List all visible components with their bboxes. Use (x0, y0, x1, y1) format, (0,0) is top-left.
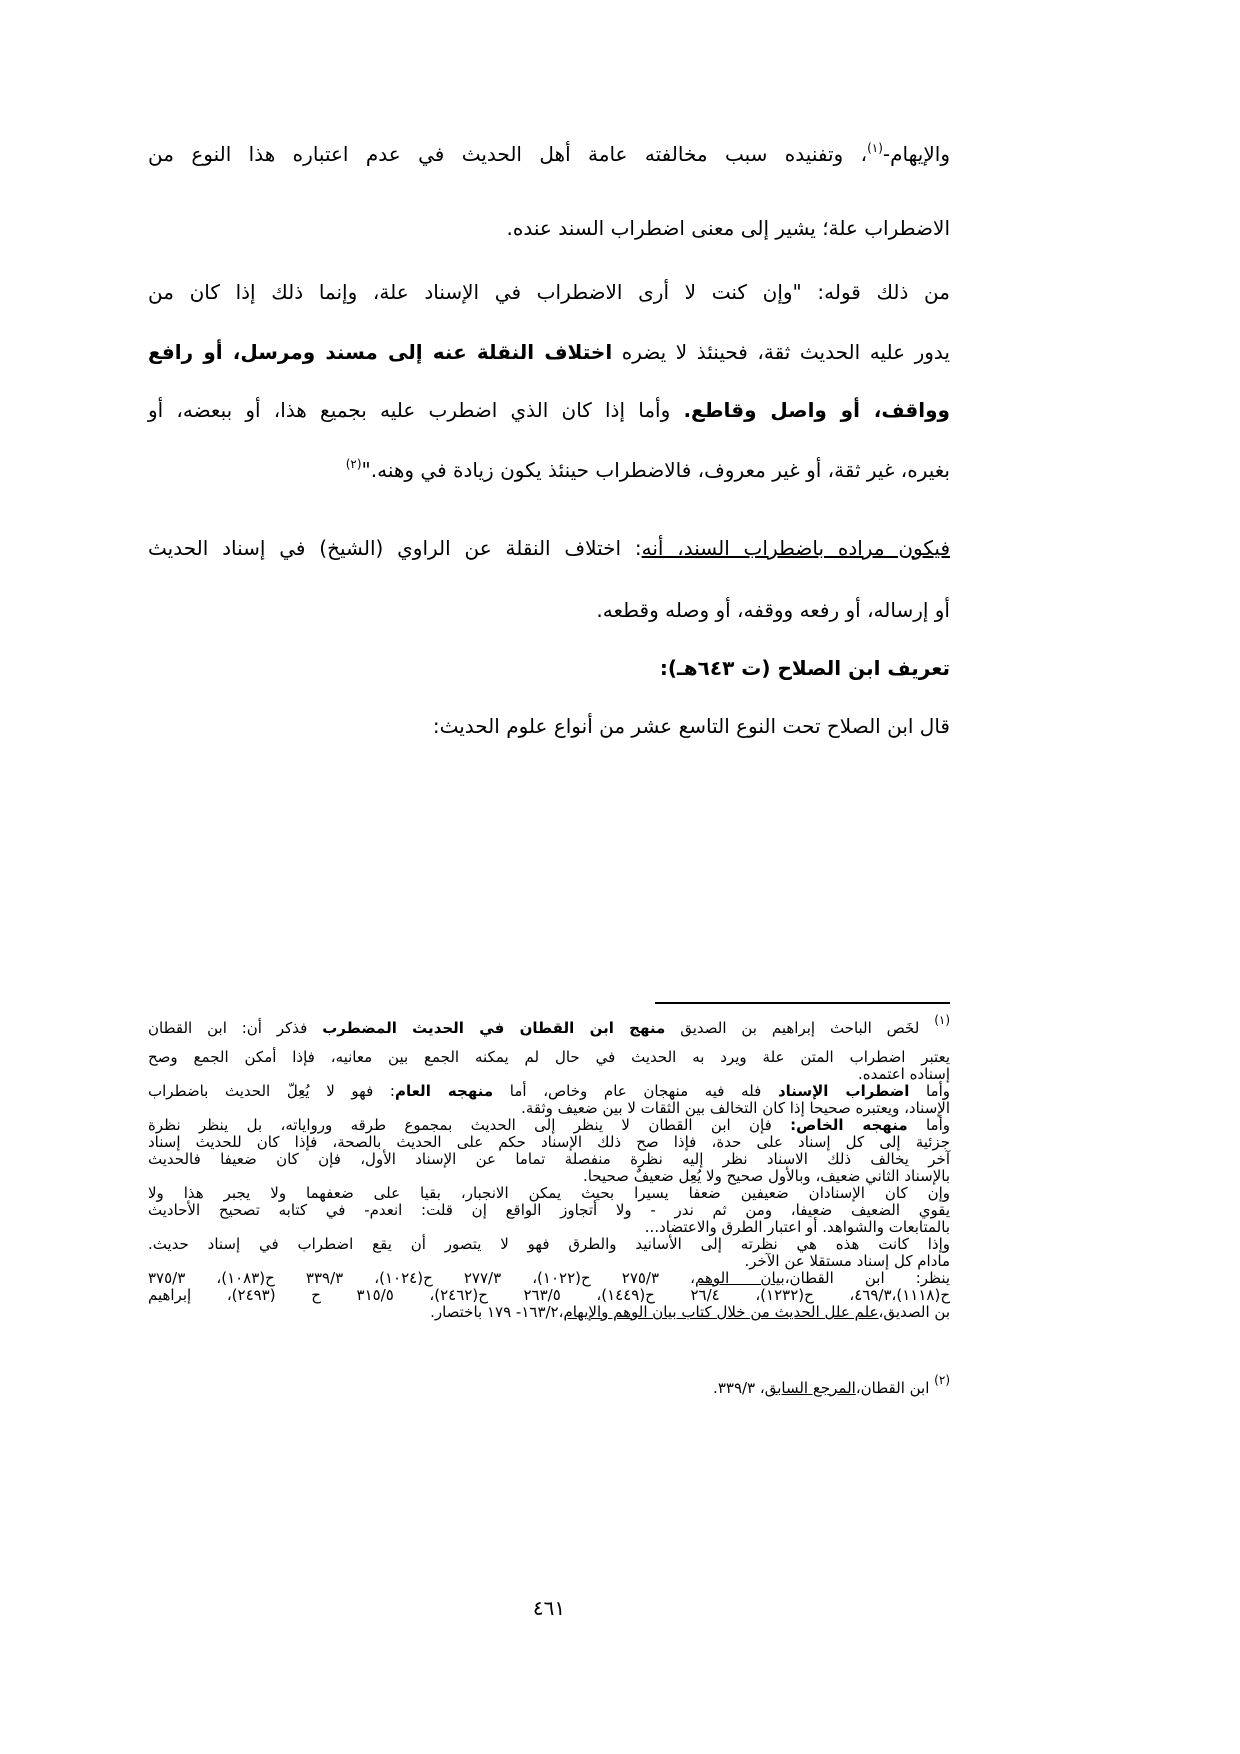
document-page (148, 0, 950, 1754)
text: لخَص الباحث إبراهيم بن الصديق (665, 1019, 935, 1037)
footnote-line (148, 1304, 950, 1321)
page-number: ٤٦١ (532, 1596, 566, 1620)
body-line-5 (148, 398, 950, 422)
text: ، ٣٣٩/٣. (713, 1379, 765, 1397)
text: والإيهام- (882, 142, 950, 166)
text: وأما إذا كان الذي اضطرب عليه بجميع هذا، أو ببعضه، أو (148, 398, 684, 422)
footnote-2 (148, 1373, 950, 1397)
bold-text: منهجه الخاص: (790, 1116, 908, 1134)
footnote-line: جزئية إلى كل إسناد على حدة، فإذا صح ذلك الإسناد حكم على الحديث بالصحة، فإذا كان للحديث إسناد (148, 1133, 950, 1151)
bold-text: اختلاف النقلة عنه إلى مسند ومرسل، أو رافع (148, 340, 613, 364)
text: : فهو لا يُعِلّ الحديث باضطراب (148, 1082, 395, 1100)
text: ، وتفنيده سبب مخالفته عامة أهل الحديث في عدم اعتباره هذا النوع من (148, 142, 868, 166)
footnote-line (148, 1117, 950, 1134)
footnote-line: إسناده اعتمده. (858, 1065, 950, 1083)
body-line-7 (148, 536, 950, 560)
text: وأما (909, 1082, 950, 1100)
text: : اختلاف النقلة عن الراوي (الشيخ) في إسناد الحديث (148, 536, 642, 560)
footnote-ref-1[interactable]: (١) (867, 141, 883, 155)
footnote-line (148, 1083, 950, 1100)
footnote-1 (148, 1013, 951, 1321)
footnote-line: وإذا كانت هذه هي نظرته إلى الأسانيد والطرق فهو لا يتصور أن يقع اضطراب في إسناد حديث. (148, 1235, 950, 1253)
bold-text: منهجه العام (394, 1082, 494, 1100)
footnote-line: بالإسناد الثاني ضعيف، وبالأول صحيح ولا يُعِل ضعيفٌ صحيحا. (582, 1167, 950, 1185)
text: يدور عليه الحديث ثقة، فحينئذ لا يضره (612, 340, 950, 364)
footnote-line (148, 1013, 951, 1037)
footnote-ref-2[interactable]: (٢) (345, 457, 362, 471)
bold-text: وواقف، أو واصل وقاطع. (683, 398, 950, 422)
text: فله فيه منهجان عام وخاص، أما (493, 1082, 778, 1100)
bold-text: منهج ابن القطان في الحديث المضطرب (322, 1019, 666, 1037)
section-heading: تعريف ابن الصلاح (ت ٦٤٣هـ): (659, 656, 950, 680)
footnote-separator (655, 1002, 950, 1004)
underlined-text: فيكون مراده باضطراب السند، أنه (641, 536, 951, 560)
footnote-marker: (٢) (934, 1373, 950, 1387)
text: وأما (907, 1116, 950, 1134)
text: ابن القطان، (855, 1379, 935, 1397)
bold-text: اضطراب الإسناد (777, 1082, 910, 1100)
footnote-line: الإسناد، ويعتبره صحيحا إذا كان التخالف بين الثقات لا بين ضعيف وثقة. (521, 1099, 950, 1117)
text: فذكر أن: ابن القطان (148, 1019, 323, 1037)
text: ينظر: ابن القطان، (784, 1269, 951, 1287)
text: بغيره، غير ثقة، أو غير معروف، فالاضطراب حينئذ يكون زيادة في وهنه." (361, 458, 950, 482)
book-title: علم علل الحديث من خلال كتاب بيان الوهم والإيهام (563, 1303, 879, 1321)
body-line-8: أو إرساله، أو رفعه ووقفه، أو وصله وقطعه. (596, 598, 950, 622)
footnote-line: يعتبر اضطراب المتن علة ويرد به الحديث في حال لم يمكنه الجمع بين معانيه، فإذا أمكن الجمع وصح (148, 1048, 950, 1066)
body-line-4 (148, 340, 950, 364)
footnote-line: آخر يخالف ذلك الاسناد نظر إليه نظرة منفصلة تماما عن الإسناد الأول، فإن كان ضعيفا فالحديث (148, 1150, 950, 1168)
footnote-line: بالمتابعات والشواهد. أو اعتبار الطرق والاعتضاد... (644, 1218, 950, 1236)
text: بن الصديق، (878, 1303, 950, 1321)
footnote-marker: (١) (934, 1013, 951, 1027)
text: ،١٦٣/٢- ١٧٩ باختصار. (430, 1303, 564, 1321)
footnote-line (148, 1270, 950, 1287)
text: ، ٢٧٥/٣ ح(١٠٢٢)، ٢٧٧/٣ ح(١٠٢٤)، ٣٣٩/٣ ح(١٠٨٣)، ٣٧٥/٣ (148, 1269, 695, 1287)
book-title: المرجع السابق (764, 1379, 856, 1397)
text: فإن ابن القطان لا ينظر إلى الحديث بمجموع طرقه ورواياته، بل ينظر نظرة (148, 1116, 791, 1134)
body-line-9: قال ابن الصلاح تحت النوع التاسع عشر من أنواع علوم الحديث: (432, 714, 950, 738)
body-line-3: من ذلك قوله: "وإن كنت لا أرى الاضطراب في الإسناد علة، وإنما ذلك إذا كان من (148, 280, 950, 304)
footnote-line: وإن كان الإسنادان ضعيفين ضعفا يسيرا بحيث يمكن الانجبار، بقيا على ضعفهما ولا يجبر هذا ولا (148, 1184, 950, 1202)
footnote-line: مادام كل إسناد مستقلا عن الآخر. (744, 1252, 950, 1270)
body-line-2: الاضطراب علة؛ يشير إلى معنى اضطراب السند عنده. (506, 216, 950, 240)
body-line-6 (148, 458, 950, 482)
body-line-1 (148, 142, 950, 166)
book-title: بيان الوهم (694, 1269, 785, 1287)
footnote-line: يقوي الضعيف ضعيفا، ومن ثم ندر - ولا أتجاوز الواقع إن قلت: انعدم- في كتابه تصحيح الأحاديث (148, 1201, 950, 1219)
footnote-line (148, 1373, 950, 1397)
footnote-line: ح(١١١٨)،٤٦٩/٣، ح(١٢٣٢)، ٢٦/٤ ح(١٤٤٩)، ٢٦٣/٥ ح(٢٤٦٢)، ٣١٥/٥ ح (٢٤٩٣)، إبراهيم (148, 1286, 951, 1304)
